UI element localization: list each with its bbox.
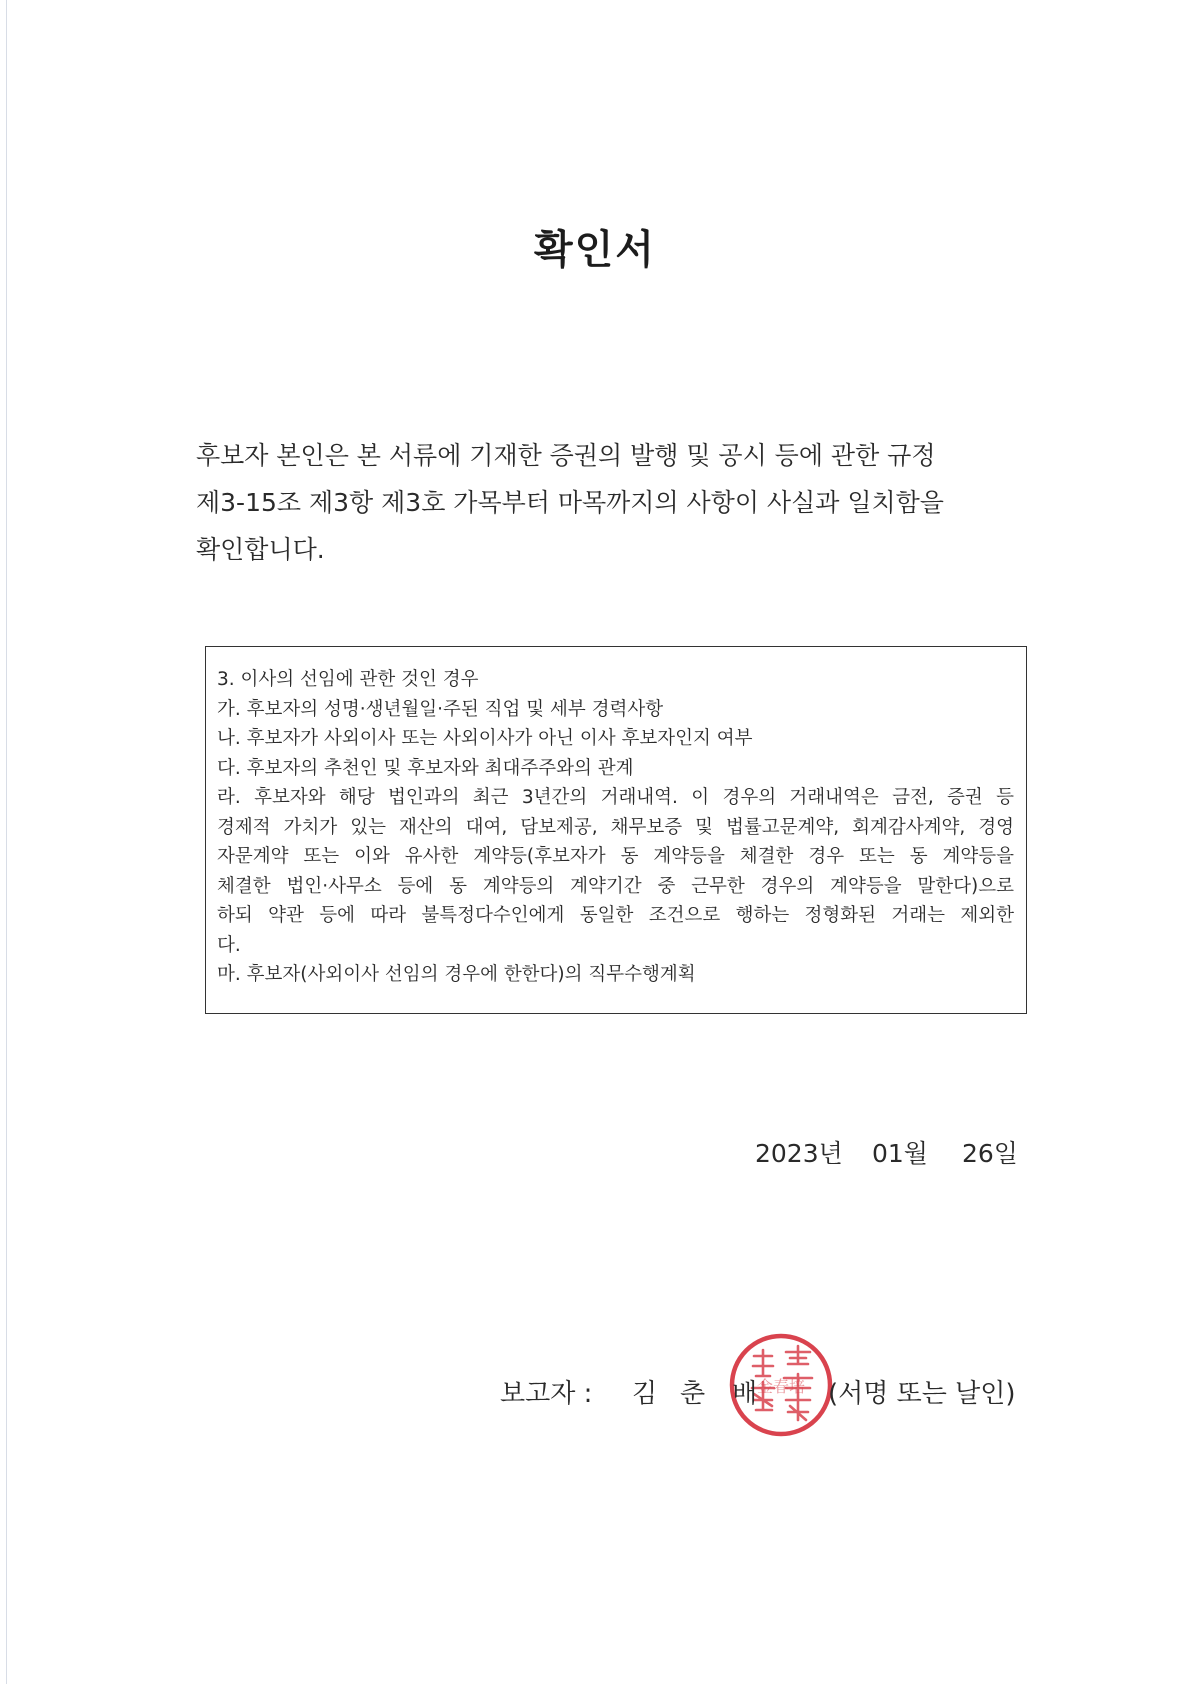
reporter-name-char: 춘 — [680, 1379, 706, 1409]
box-heading: 3. 이사의 선임에 관한 것인 경우 — [217, 669, 479, 690]
box-item-ra-line: 체결한 법인·사무소 등에 동 계약등의 계약기간 중 근무한 경우의 계약등을 말한다)으로 — [217, 875, 1014, 897]
date-month: 01월 — [872, 1139, 928, 1168]
reporter-label: 보고자 : — [500, 1379, 593, 1409]
document-title: 확인서 — [534, 227, 656, 273]
box-item-ga: 가. 후보자의 성명·생년월일·주된 직업 및 세부 경력사항 — [217, 698, 664, 720]
box-item-ra-line: 하되 약관 등에 따라 불특정다수인에게 동일한 조건으로 행하는 정형화된 거래는 제외한 — [217, 905, 1014, 926]
reporter-name-char: 김 — [632, 1379, 658, 1409]
box-item-na: 나. 후보자가 사외이사 또는 사외이사가 아닌 이사 후보자인지 여부 — [217, 728, 753, 749]
box-item-ma: 마. 후보자(사외이사 선임의 경우에 한한다)의 직무수행계획 — [217, 964, 696, 985]
regulation-box — [205, 646, 1027, 1014]
box-item-ra — [217, 783, 1014, 960]
intro-line: 제3-15조 제3항 제3호 가목부터 마목까지의 사항이 사실과 일치함을 — [196, 488, 944, 517]
box-item-ra-line: 라. 후보자와 해당 법인과의 최근 3년간의 거래내역. 이 경우의 거래내역은 금전, 증권 등 — [217, 787, 1014, 808]
reporter-name-char: 배 — [732, 1379, 758, 1409]
signature-note: (서명 또는 날인) — [828, 1379, 1016, 1409]
box-item-ra-line: 경제적 가치가 있는 재산의 대여, 담보제공, 채무보증 및 법률고문계약, 회계감사계약, 경영 — [217, 816, 1014, 838]
seal-stroke — [786, 1346, 810, 1364]
intro-paragraph — [196, 432, 1026, 573]
date-day: 26일 — [962, 1139, 1018, 1168]
box-item-ra-line: 다. — [217, 934, 241, 956]
date-year: 2023년 — [755, 1139, 843, 1168]
box-item-ra-line: 자문계약 또는 이와 유사한 계약등(후보자가 동 계약등을 체결한 경우 또는 동 계약등을 — [217, 846, 1014, 867]
intro-line: 확인합니다. — [196, 535, 325, 564]
intro-line: 후보자 본인은 본 서류에 기재한 증권의 발행 및 공시 등에 관한 규정 — [196, 441, 936, 470]
seal-text: 金春培 — [756, 1377, 806, 1396]
box-item-da: 다. 후보자의 추천인 및 후보자와 최대주주와의 관계 — [217, 757, 634, 779]
